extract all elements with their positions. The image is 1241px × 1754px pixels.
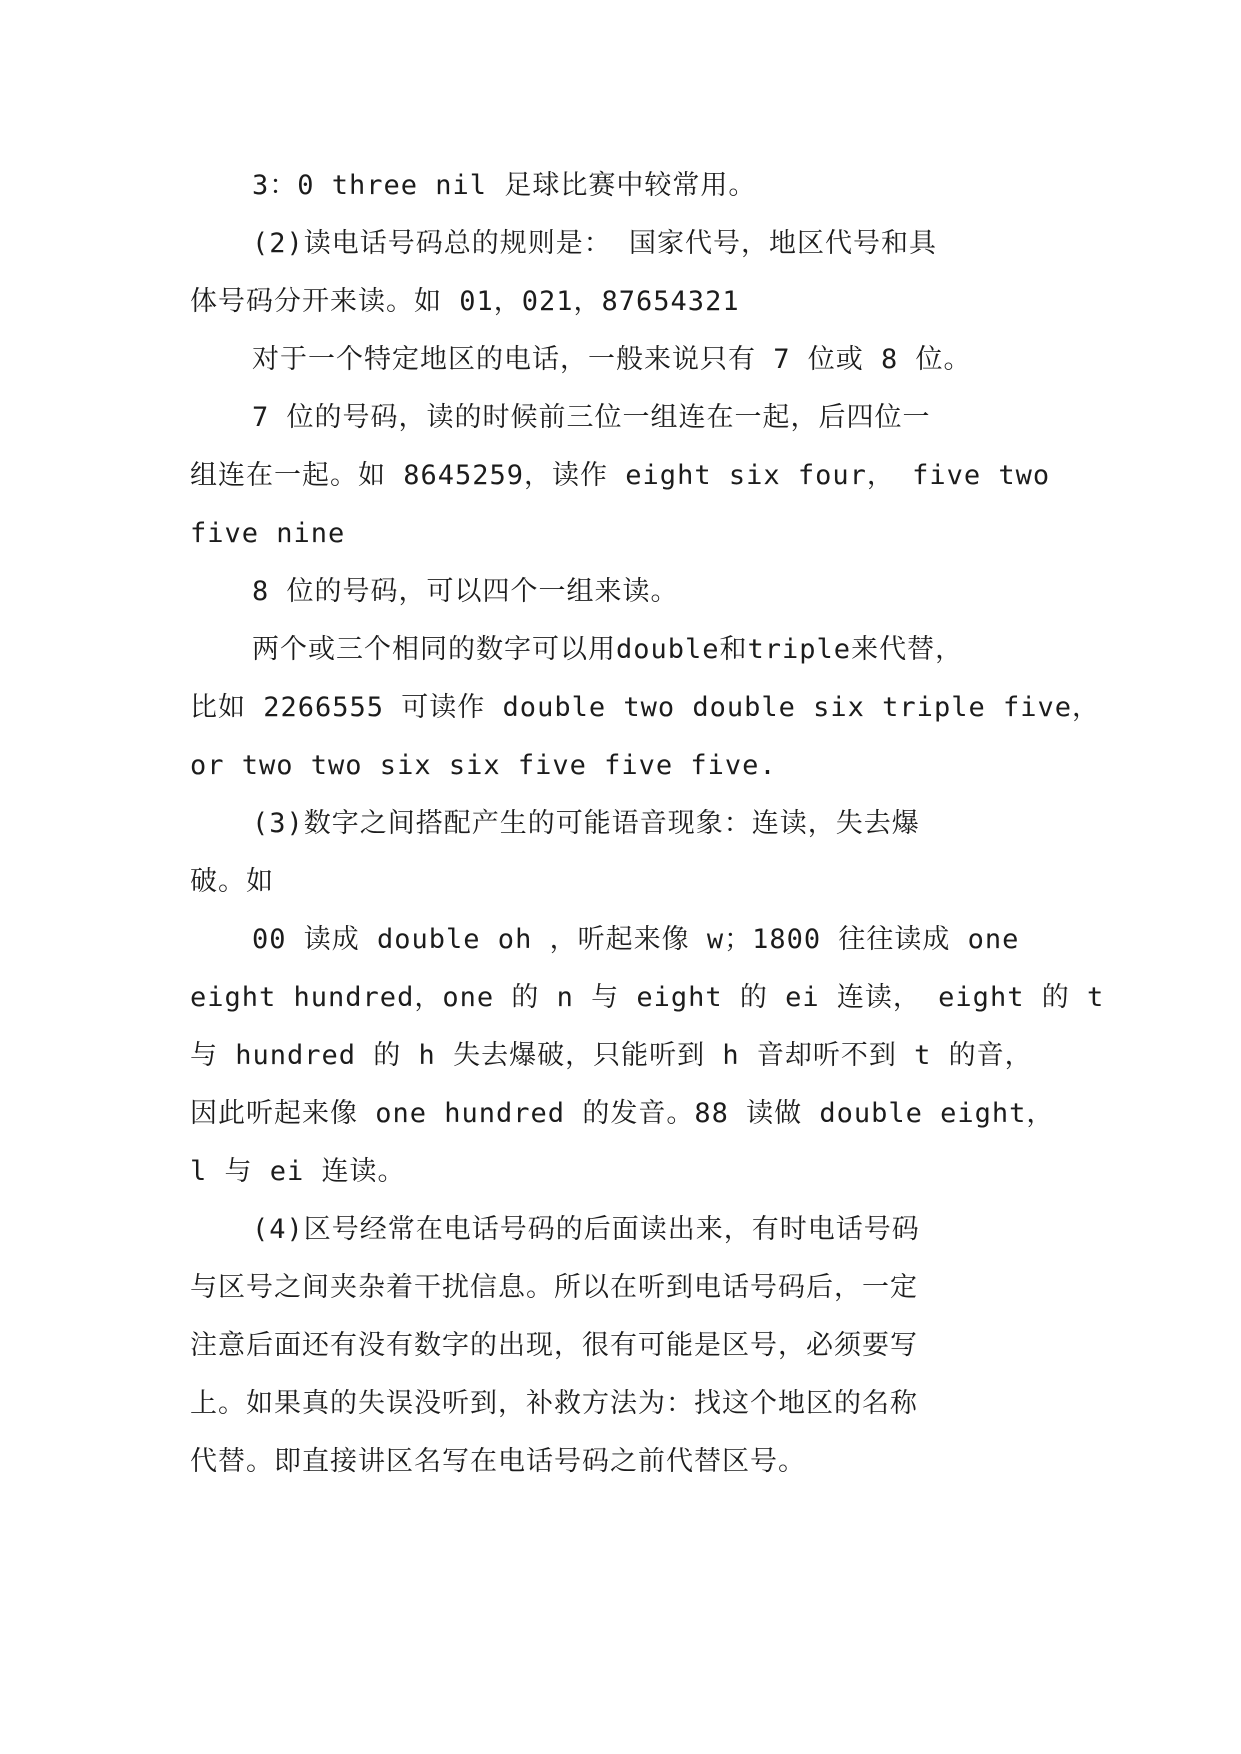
text-line: 上。如果真的失误没听到，补救方法为：找这个地区的名称 xyxy=(190,1388,918,1419)
text-line: 体号码分开来读。如 01，021，87654321 xyxy=(190,286,740,317)
text-line: 与区号之间夹杂着干扰信息。所以在听到电话号码后，一定 xyxy=(190,1272,918,1303)
text-line: 7 位的号码，读的时候前三位一组连在一起，后四位一 xyxy=(252,402,931,433)
text-line: 3：0 three nil 足球比赛中较常用。 xyxy=(252,170,757,201)
text-line: 代替。即直接讲区名写在电话号码之前代替区号。 xyxy=(190,1446,806,1477)
text-line: 对于一个特定地区的电话，一般来说只有 7 位或 8 位。 xyxy=(252,344,972,375)
text-line: (2)读电话号码总的规则是： 国家代号，地区代号和具 xyxy=(252,228,938,259)
text-line: (4)区号经常在电话号码的后面读出来，有时电话号码 xyxy=(252,1214,920,1245)
text-line: 两个或三个相同的数字可以用double和triple来代替， xyxy=(252,634,964,665)
text-line: five nine xyxy=(190,518,346,549)
text-line: 因此听起来像 one hundred 的发音。88 读做 double eight， xyxy=(190,1098,1055,1129)
text-line: 组连在一起。如 8645259，读作 eight six four， five two xyxy=(190,460,1051,491)
text-line: l 与 ei 连读。 xyxy=(190,1156,406,1187)
text-line: (3)数字之间搭配产生的可能语音现象：连读，失去爆 xyxy=(252,808,920,839)
text-line: 注意后面还有没有数字的出现，很有可能是区号，必须要写 xyxy=(190,1330,918,1361)
text-line: 破。如 xyxy=(190,866,274,897)
text-line: 8 位的号码，可以四个一组来读。 xyxy=(252,576,679,607)
text-line: 与 hundred 的 h 失去爆破，只能听到 h 音却听不到 t 的音， xyxy=(190,1040,1033,1071)
text-line: 00 读成 double oh ，听起来像 w；1800 往往读成 one xyxy=(252,924,1020,955)
text-line: 比如 2266555 可读作 double two double six triple five， xyxy=(190,692,1100,723)
text-line: eight hundred，one 的 n 与 eight 的 ei 连读， eight 的 t xyxy=(190,982,1105,1013)
text-line: or two two six six five five five. xyxy=(190,750,777,781)
